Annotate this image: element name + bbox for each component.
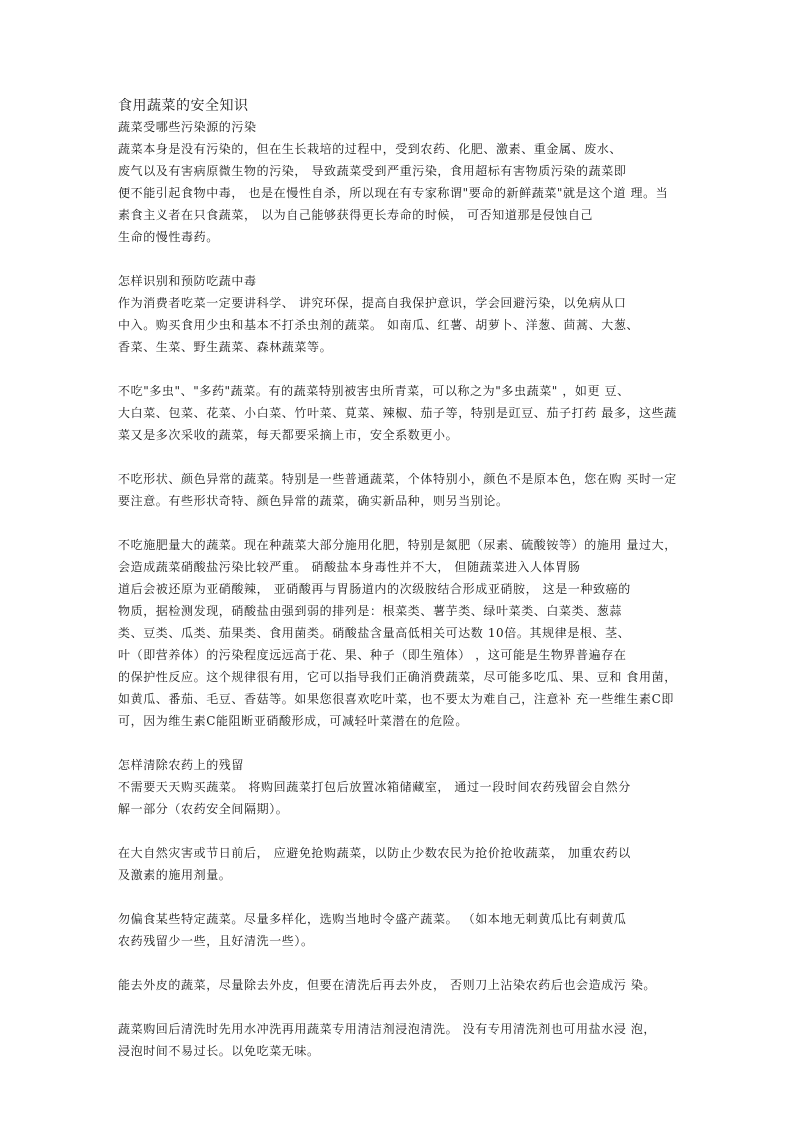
section [118,512,688,732]
paragraph-line: 浸泡时间不易过长。以免吃菜无味。 [118,1044,320,1058]
paragraph-line: 能去外皮的蔬菜，尽量除去外皮，但要在清洗后再去外皮， 否则刀上沾染农药后也会造成污 染。 [118,978,657,992]
section [118,116,688,248]
paragraph-line: 蔬菜购回后清洗时先用水冲洗再用蔬菜专用清洁剂浸泡清洗。 没有专用清洗剂也可用盐水浸 泡， [118,1022,657,1036]
section [118,446,688,512]
paragraph-line: 叶（即营养体）的污染程度远远高于花、果、种子（即生殖体） ，这可能是生物界普遍存在 [118,648,627,662]
paragraph-line: 菜又是多次采收的蔬菜，每天都要采摘上市，安全系数更小。 [118,428,459,442]
paragraph-line: 中入。购买食用少虫和基本不打杀虫剂的蔬菜。 如南瓜、红薯、胡萝卜、洋葱、茴蒿、大葱、 [118,318,640,332]
paragraph-line: 作为消费者吃菜一定要讲科学、 讲究环保，提高自我保护意识，学会回避污染，以免病从口 [118,296,627,310]
paragraph-line: 不吃施肥量大的蔬菜。现在种蔬菜大部分施用化肥，特别是氮肥（尿素、硫酸铵等）的施用 量过大， [118,538,677,552]
paragraph-line: 素食主义者在只食蔬菜， 以为自己能够获得更长寿命的时候， 可否知道那是侵蚀自己 [118,208,594,222]
paragraph-line: 如黄瓜、番茄、毛豆、香菇等。如果您很喜欢吃叶菜，也不要太为难自己，注意补 充一些维生素C即 [118,692,674,706]
paragraph-line: 不吃形状、颜色异常的蔬菜。特别是一些普通蔬菜，个体特别小，颜色不是原本色，您在购 买时一定 [118,472,677,486]
section [118,886,688,952]
paragraph-line: 勿偏食某些特定蔬菜。尽量多样化，选购当地时令盛产蔬菜。 （如本地无刺黄瓜比有刺黄瓜 [118,912,627,926]
paragraph-line: 物质，据检测发现，硝酸盐由强到弱的排列是：根菜类、薯芋类、绿叶菜类、白菜类、葱蒜 [118,604,623,618]
paragraph-line: 类、豆类、瓜类、茄果类、食用菌类。硝酸盐含量高低相关可达数 10倍。其规律是根、茎、 [118,626,631,640]
section-heading: 蔬菜受哪些污染源的污染 [118,120,257,134]
paragraph-line: 要注意。有些形状奇特、颜色异常的蔬菜，确实新品种，则另当别论。 [118,494,509,508]
section [118,732,688,820]
paragraph-line: 废气以及有害病原微生物的污染， 导致蔬菜受到严重污染，食用超标有害物质污染的蔬菜即 [118,164,627,178]
document-body [118,116,688,1062]
section-heading: 怎样清除农药上的残留 [118,758,245,772]
section [118,248,688,358]
paragraph-gap [118,732,688,754]
section [118,820,688,886]
paragraph-line: 农药残留少一些，且好清洗一些）。 [118,934,314,948]
document-page [118,96,688,1062]
paragraph-line: 道后会被还原为亚硝酸辣， 亚硝酸再与胃肠道内的次级胺结合形成亚硝胺， 这是一种致癌的 [118,582,631,596]
paragraph-line: 不吃"多虫"、"多药"蔬菜。有的蔬菜特别被害虫所青菜，可以称之为"多虫蔬菜" ，如更 豆、 [118,384,630,398]
paragraph-line: 及激素的施用剂量。 [118,868,232,882]
paragraph-line: 蔬菜本身是没有污染的，但在生长栽培的过程中，受到农药、化肥、激素、重金属、废水、 [118,142,623,156]
paragraph-line: 解一部分（农药安全间隔期）。 [118,802,289,816]
section [118,952,688,996]
paragraph-gap [118,512,688,534]
paragraph-line: 不需要天天购买蔬菜。 将购回蔬菜打包后放置冰箱储藏室， 通过一段时间农药残留会自然分 [118,780,631,794]
paragraph-gap [118,248,688,270]
paragraph-gap [118,952,688,974]
paragraph-gap [118,886,688,908]
paragraph-line: 可，因为维生素C能阻断亚硝酸形成，可减轻叶菜潜在的危险。 [118,714,468,728]
paragraph-line: 会造成蔬菜硝酸盐污染比较严重。 硝酸盐本身毒性并不大， 但随蔬菜进入人体胃肠 [118,560,581,574]
paragraph-line: 香菜、生菜、野生蔬菜、森林蔬菜等。 [118,340,333,354]
paragraph-gap [118,996,688,1018]
paragraph-gap [118,446,688,468]
paragraph-line: 在大自然灾害或节日前后， 应避免抢购蔬菜，以防止少数农民为抢价抢收蔬菜， 加重农药以 [118,846,631,860]
paragraph-line: 生命的慢性毒药。 [118,230,219,244]
paragraph-gap [118,820,688,842]
section [118,996,688,1062]
paragraph-gap [118,358,688,380]
section-heading: 怎样识别和预防吃蔬中毒 [118,274,257,288]
paragraph-line: 便不能引起食物中毒， 也是在慢性自杀，所以现在有专家称谓"要命的新鲜蔬菜"就是这个道 理。当 [118,186,669,200]
paragraph-line: 的保护性反应。这个规律很有用，它可以指导我们正确消费蔬菜，尽可能多吃瓜、果、豆和 食用菌， [118,670,677,684]
section [118,358,688,446]
paragraph-line: 大白菜、包菜、花菜、小白菜、竹叶菜、莧菜、辣椒、茄子等，特别是豇豆、茄子打药 最多，这些蔬 [118,406,677,420]
document-title: 食用蔬菜的安全知识 [118,98,249,114]
